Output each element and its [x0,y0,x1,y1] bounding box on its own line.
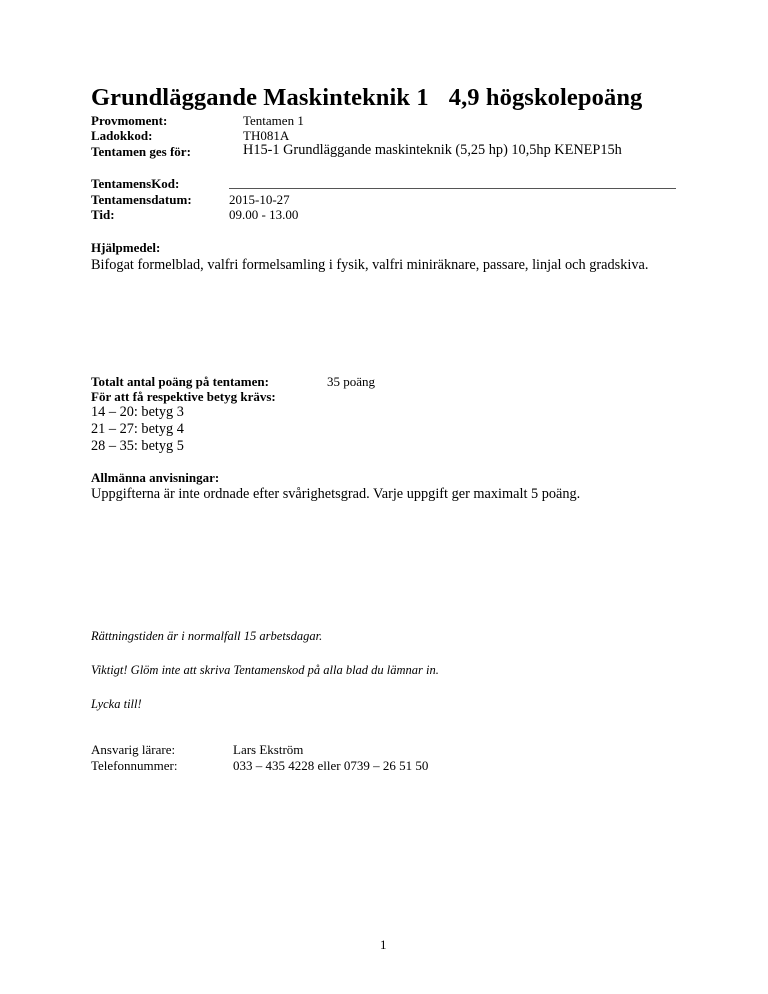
provmoment-value: Tentamen 1 [243,113,304,128]
teacher-label: Ansvarig lärare: [91,742,176,757]
good-luck-note: Lycka till! [91,697,142,711]
phone-value: 033 – 435 4228 eller 0739 – 26 51 50 [233,758,429,773]
phone-label: Telefonnummer: [91,758,178,773]
grade-requirements-label: För att få respektive betyg krävs: [91,389,276,404]
grade-5: 28 – 35: betyg 5 [91,438,184,454]
tid-label: Tid: [91,207,115,222]
hjalpmedel-text: Bifogat formelblad, valfri formelsamling i fysik, valfri miniräknare, passare, linjal och gradskiva. [91,257,649,273]
course-title: Grundläggande Maskinteknik 1 [91,84,429,111]
ladokkod-value: TH081A [243,128,290,143]
important-note: Viktigt! Glöm inte att skriva Tentamenskod på alla blad du lämnar in. [91,663,439,677]
tentamensdatum-label: Tentamensdatum: [91,192,192,207]
tentamenskod-line [229,188,676,189]
total-points-label: Totalt antal poäng på tentamen: [91,374,269,389]
course-credits: 4,9 högskolepoäng [448,84,643,111]
ladokkod-label: Ladokkod: [91,128,153,143]
page-title [91,84,642,112]
instructions-heading: Allmänna anvisningar: [91,470,220,485]
tid-value: 09.00 - 13.00 [229,207,299,222]
hjalpmedel-heading: Hjälpmedel: [91,240,161,255]
grade-3: 14 – 20: betyg 3 [91,404,184,420]
grade-4: 21 – 27: betyg 4 [91,421,184,437]
ges-for-value: H15-1 Grundläggande maskinteknik (5,25 hp) 10,5hp KENEP15h [243,142,622,158]
total-points-value: 35 poäng [327,374,376,389]
page-number: 1 [380,937,387,952]
tentamenskod-label: TentamensKod: [91,176,180,191]
tentamensdatum-value: 2015-10-27 [229,192,290,207]
ges-for-label: Tentamen ges för: [91,144,191,159]
correction-note: Rättningstiden är i normalfall 15 arbetsdagar. [91,629,323,643]
instructions-text: Uppgifterna är inte ordnade efter svårighetsgrad. Varje uppgift ger maximalt 5 poäng. [91,486,581,502]
provmoment-label: Provmoment: [91,113,168,128]
teacher-value: Lars Ekström [233,742,304,757]
